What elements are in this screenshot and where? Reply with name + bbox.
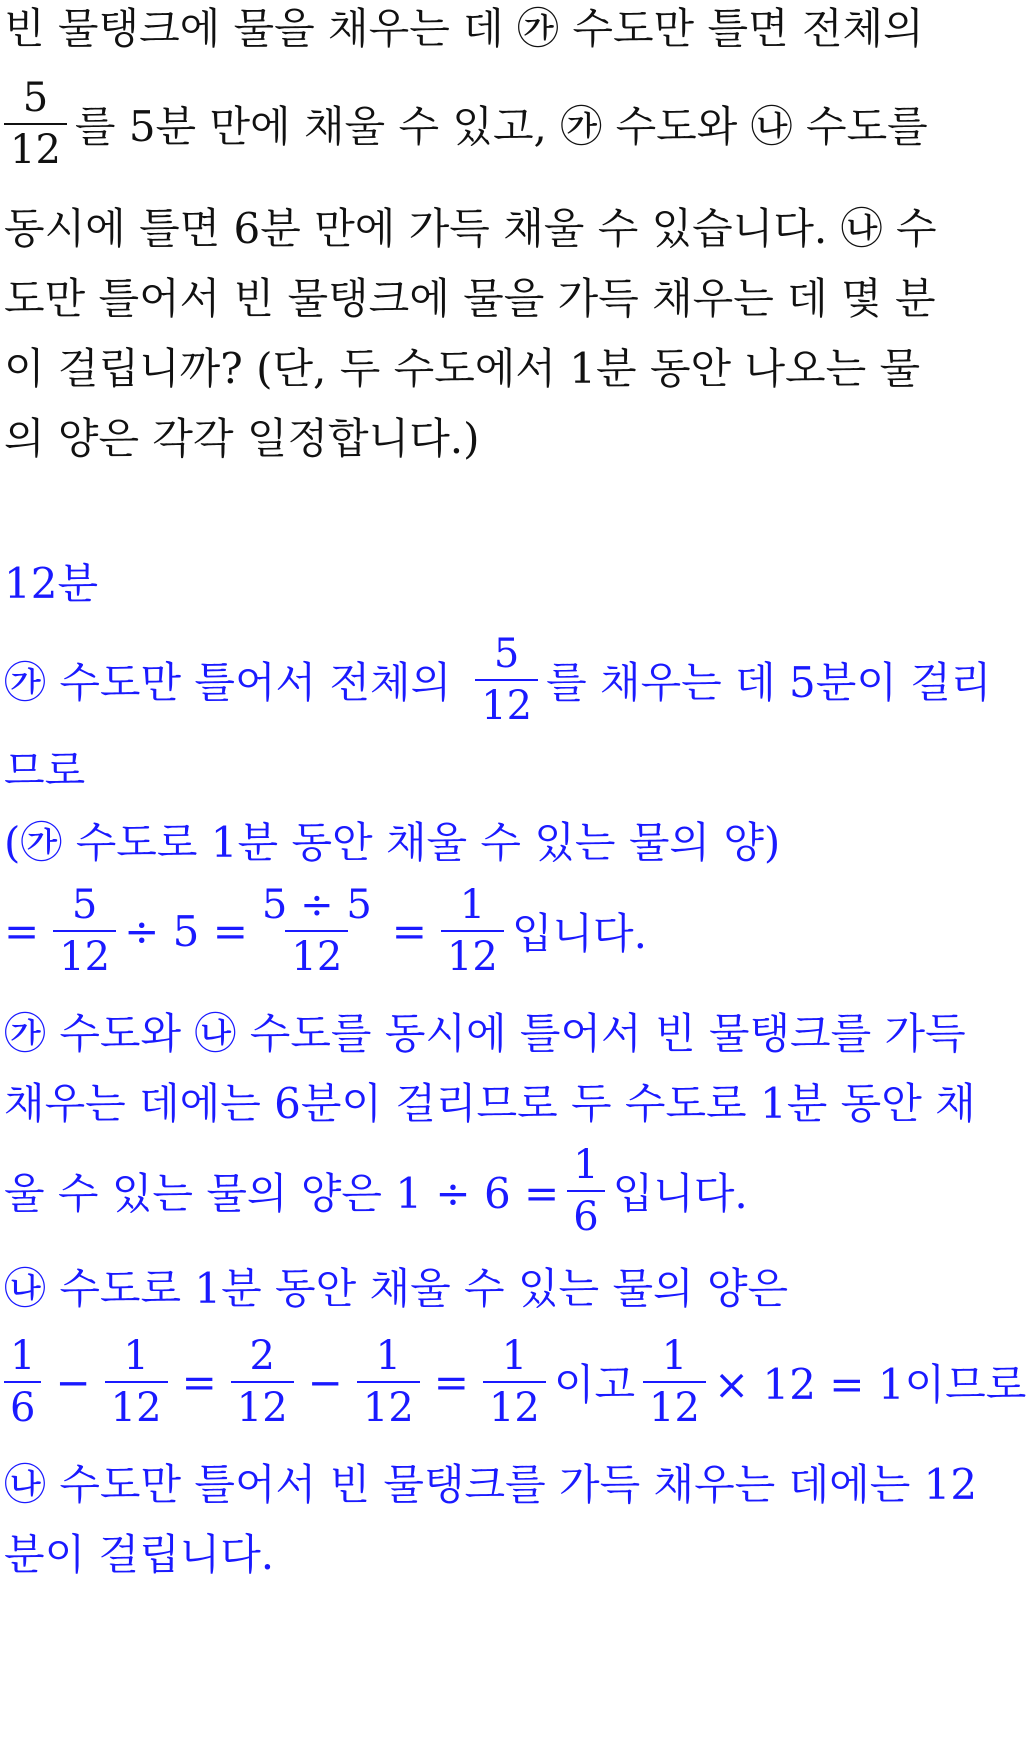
question-line-6	[4, 380, 989, 492]
solution-text: × 12 = 1이므로	[713, 1360, 1026, 1409]
question-text: 의 양은 각각 일정합니다.)	[4, 414, 480, 463]
fraction: $\frac{1}{12}$	[643, 1335, 706, 1429]
fraction: $\frac{5}{12}$	[475, 633, 538, 727]
question-text: 이 걸립니까? (단, 두 수도에서 1분 동안 나오는 물	[4, 344, 921, 393]
minus-sign: −	[307, 1357, 343, 1407]
solution-text: 를 채우는 데 5분이 걸리	[546, 658, 992, 707]
minus-sign: −	[55, 1357, 91, 1407]
fraction: $\frac{1}{6}$	[567, 1144, 604, 1238]
question-text: 빈 물탱크에 물을 채우는 데 ㉮ 수도만 틀면 전체의	[4, 4, 924, 53]
solution-text: 분이 걸립니다.	[4, 1530, 275, 1579]
solution-text: 채우는 데에는 6분이 걸리므로 두 수도로 1분 동안 채	[4, 1079, 976, 1128]
fraction: $\frac{5}{12}$	[4, 77, 67, 171]
solution-line-9	[4, 1326, 1026, 1438]
math-operator: ÷ 5 =	[124, 906, 248, 956]
solution-text: 울 수 있는 물의 양은 1 ÷ 6 =	[4, 1169, 560, 1218]
fraction: $\frac{5 \div 5}{12}$	[261, 882, 372, 980]
question-text: 를 5분 만에 채울 수 있고, ㉮ 수도와 ㉯ 수도를	[74, 102, 928, 151]
question-text: 도만 틀어서 빈 물탱크에 물을 가득 채우는 데 몇 분	[4, 274, 936, 323]
solution-text: 이고	[553, 1360, 636, 1409]
answer-value: 12분	[4, 559, 99, 608]
solution-line-11	[4, 1496, 989, 1608]
solution-line-4	[4, 875, 989, 987]
solution-text: 입니다.	[511, 909, 647, 958]
equals-sign: =	[433, 1357, 469, 1407]
fraction: $\frac{1}{6}$	[4, 1335, 41, 1429]
equals-sign: =	[4, 906, 40, 956]
fraction: $\frac{5}{12}$	[53, 884, 116, 978]
fraction: $\frac{1}{12}$	[483, 1335, 546, 1429]
solution-text: ㉮ 수도만 틀어서 전체의	[4, 658, 452, 707]
question-text: 동시에 틀면 6분 만에 가득 채울 수 있습니다. ㉯ 수	[4, 204, 937, 253]
fraction: $\frac{1}{12}$	[441, 884, 504, 978]
answer-line	[4, 525, 989, 637]
solution-text: 입니다.	[612, 1169, 748, 1218]
solution-text: ㉯ 수도로 1분 동안 채울 수 있는 물의 양은	[4, 1264, 789, 1313]
equals-sign: =	[391, 906, 427, 956]
solution-text: (㉮ 수도로 1분 동안 채울 수 있는 물의 양)	[4, 818, 781, 867]
fraction: $\frac{1}{12}$	[105, 1335, 168, 1429]
question-line-2	[4, 68, 989, 180]
equals-sign: =	[181, 1357, 217, 1407]
fraction: $\frac{2}{12}$	[231, 1335, 294, 1429]
solution-text: ㉮ 수도와 ㉯ 수도를 동시에 틀어서 빈 물탱크를 가득	[4, 1009, 966, 1058]
solution-text: 므로	[4, 746, 86, 795]
solution-text: ㉯ 수도만 틀어서 빈 물탱크를 가득 채우는 데에는 12	[4, 1460, 978, 1509]
fraction: $\frac{1}{12}$	[357, 1335, 420, 1429]
